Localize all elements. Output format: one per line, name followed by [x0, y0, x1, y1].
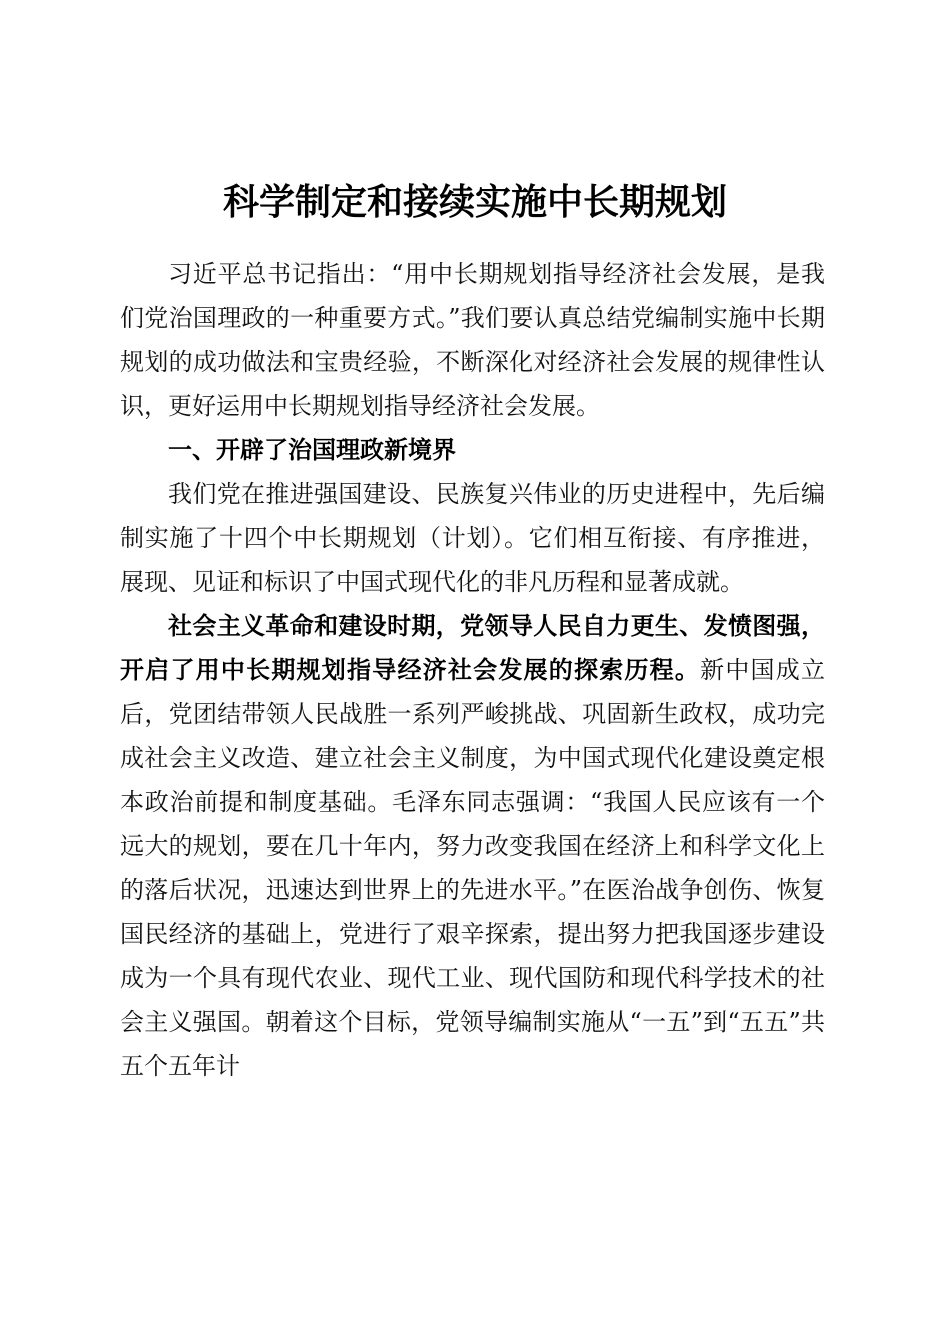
body-paragraph: 我们党在推进强国建设、民族复兴伟业的历史进程中，先后编制实施了十四个中长期规划（计划）。它们相互衔接、有序推进，展现、见证和标识了中国式现代化的非凡历程和显著成就。: [120, 480, 825, 596]
section-heading: 一、开辟了治国理政新境界: [168, 436, 456, 464]
intro-paragraph: 习近平总书记指出：“用中长期规划指导经济社会发展，是我们党治国理政的一种重要方式。”我们要认真总结党编制实施中长期规划的成功做法和宝贵经验，不断深化对经济社会发展的规律性认识，更好运用中长期规划指导经济社会发展。: [120, 260, 825, 420]
document-title: 科学制定和接续实施中长期规划: [222, 181, 727, 223]
document-body: [120, 252, 825, 1088]
paragraph-body-text: 新中国成立后，党团结带领人民战胜一系列严峻挑战、巩固新生政权，成功完成社会主义改造、建立社会主义制度，为中国式现代化建设奠定根本政治前提和制度基础。毛泽东同志强调：“我国人民应该有一个远大的规划，要在几十年内，努力改变我国在经济上和科学文化上的落后状况，迅速达到世界上的先进水平。”在医治战争创伤、恢复国民经济的基础上，党进行了艰辛探索，提出努力把我国逐步建设成为一个具有现代农业、现代工业、现代国防和现代科学技术的社会主义强国。朝着这个目标，党领导编制实施从“一五”到“五五”共五个五年计: [120, 656, 825, 1080]
body-paragraph: [120, 604, 825, 1088]
paragraph-lead-sentence: 社会主义革命和建设时期，党领导人民自力更生、发愤图强，开启了用中长期规划指导经济社会发展的探索历程。: [120, 611, 825, 684]
